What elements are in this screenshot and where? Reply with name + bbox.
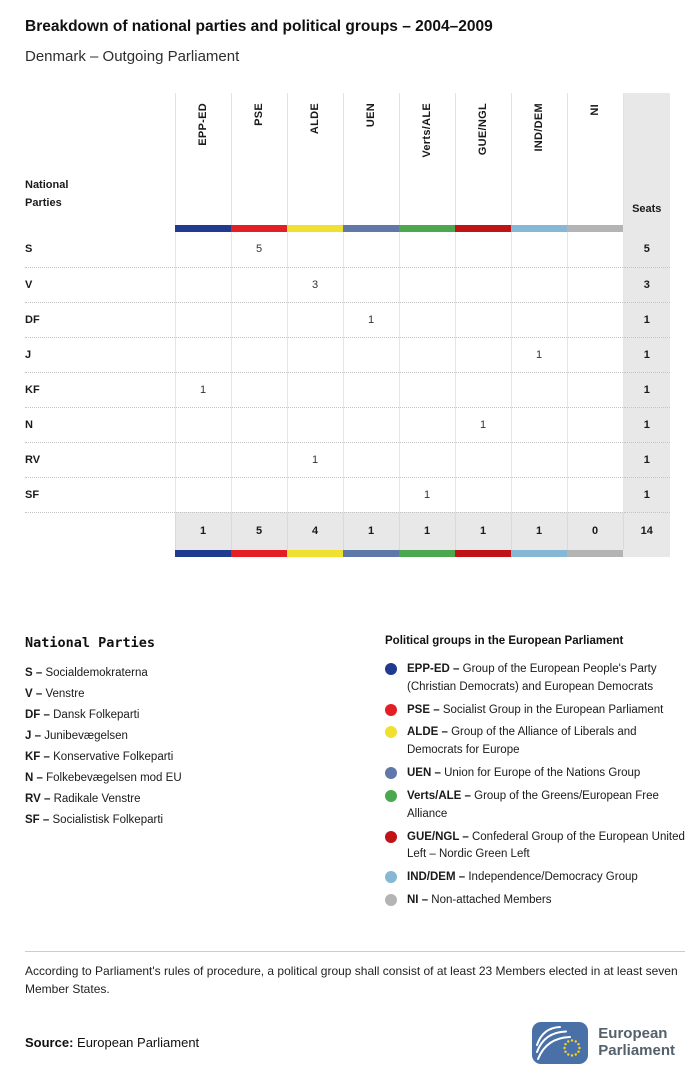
seat-count-cell xyxy=(455,442,511,477)
seat-count-cell xyxy=(511,302,567,337)
seat-count-cell xyxy=(511,372,567,407)
political-groups-legend-title: Political groups in the European Parliament xyxy=(385,635,624,647)
party-row-label: SF xyxy=(25,477,175,512)
group-legend-item: Verts/ALE – Group of the Greens/European Free Alliance xyxy=(385,788,685,824)
group-color-bar xyxy=(511,550,567,557)
seat-count-cell: 1 xyxy=(343,302,399,337)
group-color-dot xyxy=(385,704,397,716)
row-seats-total: 1 xyxy=(623,372,670,407)
political-groups-legend xyxy=(385,635,685,915)
seat-count-cell xyxy=(511,267,567,302)
group-column-header: IND/DEM xyxy=(511,93,567,225)
group-color-bar xyxy=(567,225,623,232)
group-total-cell: 1 xyxy=(399,512,455,550)
seat-count-cell xyxy=(231,477,287,512)
seat-count-cell xyxy=(175,407,231,442)
spacer-cell xyxy=(25,225,175,232)
group-color-bar xyxy=(175,225,231,232)
seats-column-band xyxy=(623,550,670,557)
ep-logo-mark-icon xyxy=(532,1022,588,1064)
table-row xyxy=(25,442,670,477)
national-parties-header-line1: National xyxy=(25,178,69,191)
group-legend-item: PSE – Socialist Group in the European Parliament xyxy=(385,702,685,720)
seat-count-cell xyxy=(231,267,287,302)
seat-count-cell xyxy=(567,407,623,442)
group-column-header: PSE xyxy=(231,93,287,225)
seat-count-cell xyxy=(287,372,343,407)
seat-count-cell xyxy=(455,372,511,407)
group-color-dot xyxy=(385,871,397,883)
table-row xyxy=(25,232,670,267)
seat-count-cell: 1 xyxy=(455,407,511,442)
spacer-cell xyxy=(25,550,175,557)
national-parties-legend xyxy=(25,635,385,915)
party-row-label: V xyxy=(25,267,175,302)
seat-count-cell xyxy=(455,337,511,372)
seat-count-cell: 1 xyxy=(399,477,455,512)
seat-count-cell xyxy=(231,442,287,477)
seat-count-cell xyxy=(175,232,231,267)
national-parties-legend-title: National Parties xyxy=(25,635,156,651)
table-row xyxy=(25,477,670,512)
seat-count-cell xyxy=(399,372,455,407)
group-total-cell: 1 xyxy=(175,512,231,550)
seat-count-cell xyxy=(399,232,455,267)
group-color-bar xyxy=(399,550,455,557)
group-legend-item: UEN – Union for Europe of the Nations Group xyxy=(385,765,685,783)
seat-count-cell xyxy=(511,232,567,267)
breakdown-table xyxy=(25,93,670,557)
party-legend-item: V – Venstre xyxy=(25,688,85,700)
seat-count-cell xyxy=(567,442,623,477)
group-column-header: GUE/NGL xyxy=(455,93,511,225)
party-legend-item: DF – Dansk Folkeparti xyxy=(25,709,140,721)
group-column-header: Verts/ALE xyxy=(399,93,455,225)
group-legend-item: ALDE – Group of the Alliance of Liberals and Democrats for Europe xyxy=(385,724,685,760)
total-seats-cell: 14 xyxy=(623,512,670,550)
group-column-header: UEN xyxy=(343,93,399,225)
row-seats-total: 1 xyxy=(623,477,670,512)
group-color-bar xyxy=(455,225,511,232)
seat-count-cell xyxy=(567,477,623,512)
seat-count-cell xyxy=(511,407,567,442)
seat-count-cell xyxy=(287,407,343,442)
group-color-bar-row xyxy=(25,550,670,557)
party-row-label: J xyxy=(25,337,175,372)
seat-count-cell xyxy=(567,232,623,267)
group-total-cell: 1 xyxy=(511,512,567,550)
seat-count-cell: 5 xyxy=(231,232,287,267)
seat-count-cell xyxy=(343,372,399,407)
seat-count-cell xyxy=(343,267,399,302)
group-color-bar xyxy=(511,225,567,232)
row-seats-total: 1 xyxy=(623,442,670,477)
group-color-bar xyxy=(455,550,511,557)
seat-count-cell xyxy=(175,477,231,512)
group-color-bar xyxy=(343,225,399,232)
row-seats-total: 5 xyxy=(623,232,670,267)
seat-count-cell xyxy=(511,477,567,512)
footer-bar xyxy=(25,1022,685,1064)
party-row-label: S xyxy=(25,232,175,267)
row-seats-total: 3 xyxy=(623,267,670,302)
row-seats-total: 1 xyxy=(623,407,670,442)
group-legend-item: NI – Non-attached Members xyxy=(385,892,685,910)
table-row xyxy=(25,302,670,337)
seat-count-cell xyxy=(567,372,623,407)
seat-count-cell xyxy=(175,302,231,337)
group-color-bar xyxy=(567,550,623,557)
group-color-dot xyxy=(385,790,397,802)
totals-row xyxy=(25,512,670,550)
party-legend-item: SF – Socialistisk Folkeparti xyxy=(25,814,164,826)
seat-count-cell xyxy=(399,407,455,442)
seat-count-cell xyxy=(287,477,343,512)
party-legend-item: N – Folkebevægelsen mod EU xyxy=(25,772,182,784)
seat-count-cell xyxy=(343,477,399,512)
group-color-dot xyxy=(385,894,397,906)
seat-count-cell xyxy=(455,302,511,337)
group-column-header: NI xyxy=(567,93,623,225)
source-line xyxy=(25,1035,199,1050)
party-legend-item: S – Socialdemokraterna xyxy=(25,667,148,679)
seat-count-cell xyxy=(287,302,343,337)
group-color-bar xyxy=(231,550,287,557)
seat-count-cell xyxy=(399,442,455,477)
group-color-bar xyxy=(287,225,343,232)
seat-count-cell xyxy=(287,232,343,267)
seat-count-cell xyxy=(511,442,567,477)
table-row xyxy=(25,267,670,302)
group-legend-item: IND/DEM – Independence/Democracy Group xyxy=(385,869,685,887)
group-color-dot xyxy=(385,726,397,738)
european-parliament-logo xyxy=(532,1022,675,1064)
national-parties-header-line2: Parties xyxy=(25,197,62,210)
group-color-bar xyxy=(399,225,455,232)
group-color-dot xyxy=(385,767,397,779)
group-total-cell: 1 xyxy=(455,512,511,550)
source-value: European Parliament xyxy=(77,1035,200,1051)
group-total-cell: 4 xyxy=(287,512,343,550)
party-row-label: RV xyxy=(25,442,175,477)
group-total-cell: 5 xyxy=(231,512,287,550)
seat-count-cell xyxy=(343,442,399,477)
footer-divider xyxy=(25,951,685,952)
seat-count-cell xyxy=(175,337,231,372)
seat-count-cell xyxy=(399,302,455,337)
seat-count-cell xyxy=(231,337,287,372)
group-column-header: EPP-ED xyxy=(175,93,231,225)
row-seats-total: 1 xyxy=(623,337,670,372)
seat-count-cell xyxy=(175,442,231,477)
group-color-bar xyxy=(287,550,343,557)
seat-count-cell xyxy=(455,477,511,512)
party-legend-item: KF – Konservative Folkeparti xyxy=(25,751,174,763)
seat-count-cell xyxy=(231,372,287,407)
seat-count-cell xyxy=(231,302,287,337)
procedure-note: According to Parliament's rules of procedure, a political group shall consist of at least 23 Members elected in at least seven Member States. xyxy=(25,963,678,996)
source-label: Source: xyxy=(25,1035,74,1051)
page-subtitle: Denmark – Outgoing Parliament xyxy=(25,48,240,65)
page-title: Breakdown of national parties and political groups – 2004–2009 xyxy=(25,18,493,35)
seat-count-cell xyxy=(567,302,623,337)
seat-count-cell xyxy=(567,267,623,302)
group-color-dot xyxy=(385,831,397,843)
group-color-dot xyxy=(385,663,397,675)
group-color-bar xyxy=(343,550,399,557)
seat-count-cell xyxy=(455,232,511,267)
seat-count-cell xyxy=(455,267,511,302)
seat-count-cell: 1 xyxy=(511,337,567,372)
group-color-bar xyxy=(175,550,231,557)
party-row-label: KF xyxy=(25,372,175,407)
seat-count-cell: 1 xyxy=(287,442,343,477)
national-parties-header xyxy=(25,93,175,225)
seat-count-cell xyxy=(343,337,399,372)
group-header-row xyxy=(25,93,670,225)
group-legend-item: EPP-ED – Group of the European People's Party (Christian Democrats) and European Democrats xyxy=(385,661,685,697)
group-column-header: ALDE xyxy=(287,93,343,225)
row-seats-total: 1 xyxy=(623,302,670,337)
seat-count-cell xyxy=(343,407,399,442)
table-row xyxy=(25,407,670,442)
legend-section xyxy=(25,635,685,915)
seat-count-cell: 3 xyxy=(287,267,343,302)
party-legend-item: RV – Radikale Venstre xyxy=(25,793,141,805)
seat-count-cell xyxy=(343,232,399,267)
table-row xyxy=(25,372,670,407)
group-total-cell: 1 xyxy=(343,512,399,550)
party-row-label: N xyxy=(25,407,175,442)
party-legend-item: J – Junibevægelsen xyxy=(25,730,128,742)
spacer-cell xyxy=(25,512,175,550)
seats-column-header: Seats xyxy=(623,93,670,225)
seat-count-cell xyxy=(399,267,455,302)
group-legend-item: GUE/NGL – Confederal Group of the European United Left – Nordic Green Left xyxy=(385,829,685,865)
seat-count-cell xyxy=(399,337,455,372)
seats-column-band xyxy=(623,225,670,232)
seat-count-cell xyxy=(175,267,231,302)
group-color-bar-row xyxy=(25,225,670,232)
seat-count-cell xyxy=(567,337,623,372)
group-color-bar xyxy=(231,225,287,232)
seat-count-cell xyxy=(231,407,287,442)
table-row xyxy=(25,337,670,372)
party-row-label: DF xyxy=(25,302,175,337)
seat-count-cell xyxy=(287,337,343,372)
group-total-cell: 0 xyxy=(567,512,623,550)
ep-logo-wordmark: European Parliament xyxy=(598,1024,675,1059)
seat-count-cell: 1 xyxy=(175,372,231,407)
